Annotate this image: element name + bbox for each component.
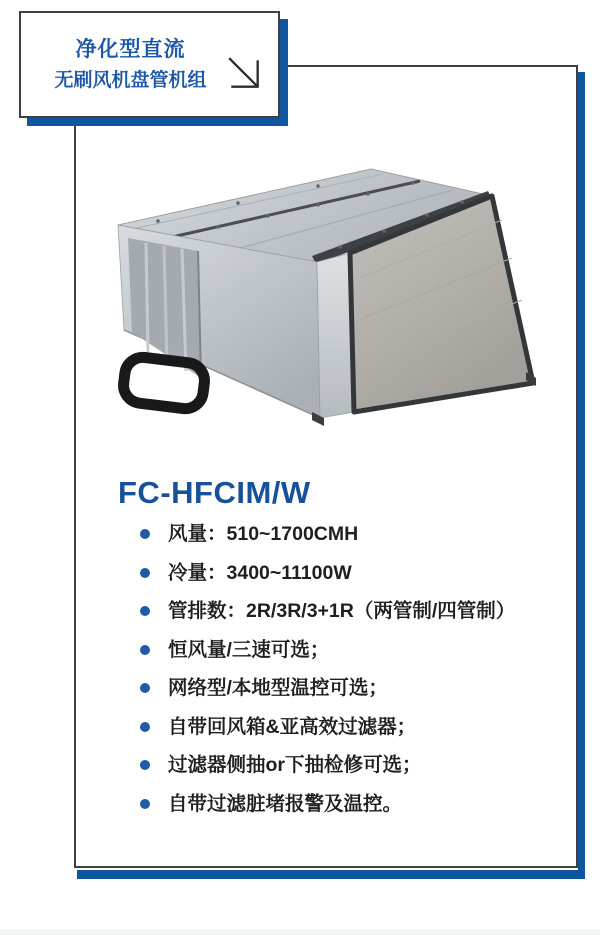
bullet-dot-icon (140, 799, 150, 809)
feature-item (140, 600, 570, 623)
bottom-accent-bar (77, 870, 585, 879)
badge-line1: 净化型直流 (75, 37, 186, 61)
feature-item (140, 754, 570, 777)
bullet-dot-icon (140, 722, 150, 732)
product-photo-fan-coil-unit (98, 150, 548, 440)
feature-item (140, 716, 570, 739)
product-category-badge (19, 11, 280, 118)
feature-text: 过滤器侧抽or下抽检修可选； (168, 754, 422, 776)
feature-text: 自带过滤脏堵报警及温控。 (168, 792, 403, 815)
bullet-dot-icon (140, 529, 150, 539)
feature-text: 恒风量/三速可选； (168, 638, 330, 661)
badge-text (21, 34, 226, 96)
bullet-dot-icon (140, 606, 150, 616)
badge-line2: 无刷风机盘管机组 (54, 69, 207, 91)
feature-text: 冷量：3400~11100W (168, 561, 352, 584)
feature-item (140, 639, 570, 662)
feature-item (140, 677, 570, 700)
feature-item (140, 562, 570, 585)
feature-item (140, 793, 570, 816)
feature-text: 风量：510~1700CMH (168, 523, 359, 545)
feature-text: 管排数：2R/3R/3+1R（两管制/四管制） (168, 600, 516, 622)
arrow-down-right-icon (226, 55, 264, 93)
feature-text: 网络型/本地型温控可选； (168, 677, 388, 699)
bullet-dot-icon (140, 683, 150, 693)
bullet-dot-icon (140, 568, 150, 578)
bottom-page-strip (0, 929, 600, 935)
feature-text: 自带回风箱&亚高效过滤器； (168, 715, 417, 738)
right-accent-bar (578, 72, 585, 879)
bullet-dot-icon (140, 760, 150, 770)
bullet-dot-icon (140, 645, 150, 655)
feature-item (140, 523, 570, 546)
product-model-title: FC-HFCIM/W (118, 475, 311, 510)
feature-list (140, 523, 570, 831)
